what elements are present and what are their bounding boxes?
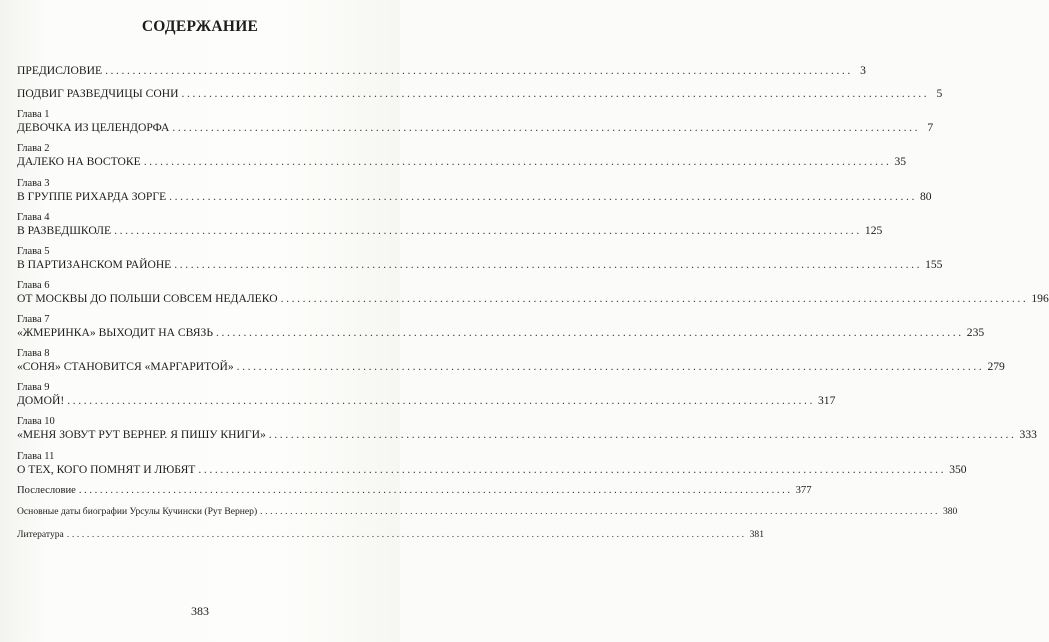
toc-entry	[17, 505, 958, 519]
toc-entry	[17, 178, 932, 204]
toc-entry	[17, 416, 1037, 442]
toc-chapter-label: Глава 9	[17, 382, 50, 393]
toc-entry-title: В ПАРТИЗАНСКОМ РАЙОНЕ	[17, 258, 172, 271]
toc-entry-title: ПРЕДИСЛОВИЕ	[17, 64, 103, 77]
toc-entry-page: 80	[919, 190, 932, 203]
toc-entry-page: 7	[927, 121, 934, 134]
toc-chapter-label: Глава 7	[17, 314, 50, 325]
toc-chapter-label: Глава 11	[17, 451, 55, 462]
dot-leader: ........................................................................................................................................	[181, 87, 930, 100]
dot-leader: ........................................................................................................................................	[67, 394, 815, 407]
dot-leader: ........................................................................................................................................	[172, 121, 921, 134]
toc-entry-title: «ЖМЕРИНКА» ВЫХОДИТ НА СВЯЗЬ	[17, 326, 213, 339]
toc-entry-page: 279	[987, 360, 1005, 373]
dot-leader: ........................................................................................................................................	[143, 155, 892, 168]
toc-entry-title: Основные даты биографии Урсулы Кучински (Рут Вернер)	[17, 506, 258, 517]
toc-entry	[17, 246, 943, 272]
toc-chapter-label: Глава 2	[17, 143, 50, 154]
toc-entry-title: ДАЛЕКО НА ВОСТОКЕ	[17, 155, 141, 168]
dot-leader: ........................................................................................................................................	[174, 258, 923, 271]
page-title: СОДЕРЖАНИЕ	[141, 18, 259, 35]
toc-entry-page: 381	[749, 529, 765, 540]
toc-entry	[17, 314, 985, 340]
toc-entry-title: ДЕВОЧКА ИЗ ЦЕЛЕНДОРФА	[17, 121, 170, 134]
toc-entry	[17, 143, 907, 169]
toc-entry	[17, 528, 765, 542]
toc-entry-title: «МЕНЯ ЗОВУТ РУТ ВЕРНЕР. Я ПИШУ КНИГИ»	[17, 428, 266, 441]
page-number: 383	[191, 604, 209, 618]
toc-entry	[17, 484, 812, 498]
toc-entry-page: 317	[818, 394, 836, 407]
toc-entry	[17, 451, 967, 477]
toc-entry	[17, 64, 866, 78]
toc-entry-title: В ГРУППЕ РИХАРДА ЗОРГЕ	[17, 190, 167, 203]
toc-entry-title: О ТЕХ, КОГО ПОМНЯТ И ЛЮБЯТ	[17, 463, 196, 476]
dot-leader: ........................................................................................................................................	[105, 64, 853, 77]
toc-entry	[17, 280, 1049, 306]
toc-entry-title: В РАЗВЕДШКОЛЕ	[17, 224, 112, 237]
toc-entry-page: 3	[860, 64, 866, 77]
toc-entry-title: ДОМОЙ!	[17, 394, 65, 407]
dot-leader: ........................................................................................................................................	[215, 326, 964, 339]
dot-leader: ........................................................................................................................................	[236, 360, 985, 373]
toc-entry-page: 350	[949, 463, 967, 476]
dot-leader: ........................................................................................................................................	[198, 463, 947, 476]
toc-entry-page: 35	[894, 155, 907, 168]
dot-leader: ........................................................................................................................................	[169, 190, 917, 203]
toc-chapter-label: Глава 1	[17, 109, 50, 120]
toc-entry-page: 155	[925, 258, 943, 271]
toc-entry-page: 380	[942, 506, 958, 517]
dot-leader: ........................................................................................................................................	[280, 292, 1029, 305]
toc-entry-title: «СОНЯ» СТАНОВИТСЯ «МАРГАРИТОЙ»	[17, 360, 234, 373]
toc-entry-title: Литература	[17, 529, 64, 540]
dot-leader: ........................................................................................................................................	[260, 506, 940, 517]
toc-entry-page: 125	[864, 224, 883, 237]
dot-leader: ........................................................................................................................................	[66, 529, 747, 540]
dot-leader: ........................................................................................................................................	[268, 428, 1017, 441]
dot-leader: ........................................................................................................................................	[114, 224, 862, 237]
toc-entry-page: 196	[1031, 292, 1049, 305]
toc-chapter-label: Глава 10	[17, 416, 55, 427]
dot-leader: ........................................................................................................................................	[78, 485, 793, 496]
toc-chapter-label: Глава 8	[17, 348, 50, 359]
toc-entry-title: ОТ МОСКВЫ ДО ПОЛЬШИ СОВСЕМ НЕДАЛЕКО	[17, 292, 278, 305]
toc-chapter-label: Глава 6	[17, 280, 50, 291]
toc-chapter-label: Глава 5	[17, 246, 50, 257]
toc-chapter-label: Глава 3	[17, 178, 50, 189]
toc-entry	[17, 212, 883, 238]
toc-entry-page: 5	[936, 87, 943, 100]
toc-entry-page: 377	[795, 485, 812, 496]
toc-entry	[17, 87, 943, 101]
toc-chapter-label: Глава 4	[17, 212, 50, 223]
toc-entry-title: Послесловие	[17, 485, 76, 496]
toc-entry-page: 333	[1019, 428, 1037, 441]
toc-entry	[17, 348, 1005, 374]
toc-entry	[17, 382, 836, 408]
toc-entry-page: 235	[966, 326, 985, 339]
toc-entry	[17, 109, 934, 135]
toc-entry-title: ПОДВИГ РАЗВЕДЧИЦЫ СОНИ	[17, 87, 179, 100]
